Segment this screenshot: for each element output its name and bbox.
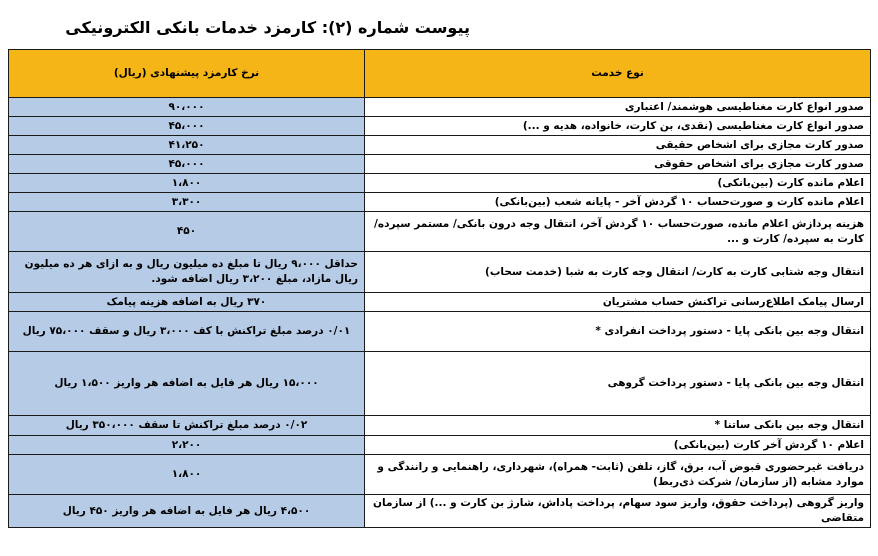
service-cell: واریز گروهی (پرداخت حقوق، واریز سود سهام، پرداخت پاداش، شارژ بن کارت و ...) از سازمان متقاضی xyxy=(365,495,871,528)
table-row xyxy=(9,416,871,436)
rate-cell: ۱،۸۰۰ xyxy=(9,174,365,193)
rate-cell: ۲،۲۰۰ xyxy=(9,436,365,455)
service-cell: ارسال پیامک اطلاع‌رسانی تراکنش حساب مشتریان xyxy=(365,293,871,312)
table-row xyxy=(9,312,871,352)
service-cell: هزینه پردازش اعلام مانده، صورت‌حساب ۱۰ گردش آخر، انتقال وجه درون بانکی/ مستمر سپرده/ کارت به سپرده/ کارت و ... xyxy=(365,212,871,252)
table-row xyxy=(9,352,871,416)
fee-table xyxy=(8,49,871,528)
service-cell: صدور کارت مجازی برای اشخاص حقیقی xyxy=(365,136,871,155)
rate-cell: ۱۵،۰۰۰ ریال هر فایل به اضافه هر واریز ۱،۵۰۰ ریال xyxy=(9,352,365,416)
service-cell: صدور انواع کارت مغناطیسی (نقدی، بن کارت، خانواده، هدیه و ...) xyxy=(365,117,871,136)
table-row xyxy=(9,155,871,174)
service-cell: اعلام ۱۰ گردش آخر کارت (بین‌بانکی) xyxy=(365,436,871,455)
rate-cell: ۴۵،۰۰۰ xyxy=(9,117,365,136)
table-row xyxy=(9,252,871,293)
table-row xyxy=(9,212,871,252)
service-cell: دریافت غیرحضوری قبوض آب، برق، گاز، تلفن (ثابت- همراه)، شهرداری، راهنمایی و رانندگی و موارد مشابه (از سازمان/ شرکت ذی‌ربط) xyxy=(365,455,871,495)
rate-cell: ۰/۰۱ درصد مبلغ تراکنش با کف ۳،۰۰۰ ریال و سقف ۷۵،۰۰۰ ریال xyxy=(9,312,365,352)
rate-cell: ۴،۵۰۰ ریال هر فایل به اضافه هر واریز ۴۵۰ ریال xyxy=(9,495,365,528)
column-header-rate: نرخ کارمزد پیشنهادی (ریال) xyxy=(9,50,365,98)
service-cell: انتقال وجه بین بانکی پایا - دستور پرداخت انفرادی * xyxy=(365,312,871,352)
table-row xyxy=(9,495,871,528)
rate-cell: ۴۵،۰۰۰ xyxy=(9,155,365,174)
rate-cell: ۱،۸۰۰ xyxy=(9,455,365,495)
rate-cell: ۳،۳۰۰ xyxy=(9,193,365,212)
rate-cell: ۳۷۰ ریال به اضافه هزینه پیامک xyxy=(9,293,365,312)
table-row xyxy=(9,136,871,155)
table-row xyxy=(9,436,871,455)
rate-cell: ۰/۰۲ درصد مبلغ تراکنش تا سقف ۳۵۰،۰۰۰ ریال xyxy=(9,416,365,436)
service-cell: انتقال وجه شتابی کارت به کارت/ انتقال وجه کارت به شبا (خدمت سحاب) xyxy=(365,252,871,293)
rate-cell: ۴۵۰ xyxy=(9,212,365,252)
table-header-row xyxy=(9,50,871,98)
service-cell: اعلام مانده کارت (بین‌بانکی) xyxy=(365,174,871,193)
service-cell: صدور انواع کارت مغناطیسی هوشمند/ اعتباری xyxy=(365,98,871,117)
service-cell: انتقال وجه بین بانکی ساتنا * xyxy=(365,416,871,436)
service-cell: انتقال وجه بین بانکی پایا - دستور پرداخت گروهی xyxy=(365,352,871,416)
table-row xyxy=(9,193,871,212)
rate-cell: حداقل ۹،۰۰۰ ریال تا مبلغ ده میلیون ریال و به ازای هر ده میلیون ریال مازاد، مبلغ ۳،۲۰۰ ریال اضافه شود. xyxy=(9,252,365,293)
rate-cell: ۴۱،۲۵۰ xyxy=(9,136,365,155)
document-title: پیوست شماره (۲): کارمزد خدمات بانکی الکترونیکی xyxy=(65,18,470,37)
table-row xyxy=(9,174,871,193)
table-row xyxy=(9,98,871,117)
column-header-service: نوع خدمت xyxy=(365,50,871,98)
service-cell: صدور کارت مجازی برای اشخاص حقوقی xyxy=(365,155,871,174)
service-cell: اعلام مانده کارت و صورت‌حساب ۱۰ گردش آخر - پایانه شعب (بین‌بانکی) xyxy=(365,193,871,212)
table-row xyxy=(9,293,871,312)
table-row xyxy=(9,117,871,136)
rate-cell: ۹۰،۰۰۰ xyxy=(9,98,365,117)
table-row xyxy=(9,455,871,495)
